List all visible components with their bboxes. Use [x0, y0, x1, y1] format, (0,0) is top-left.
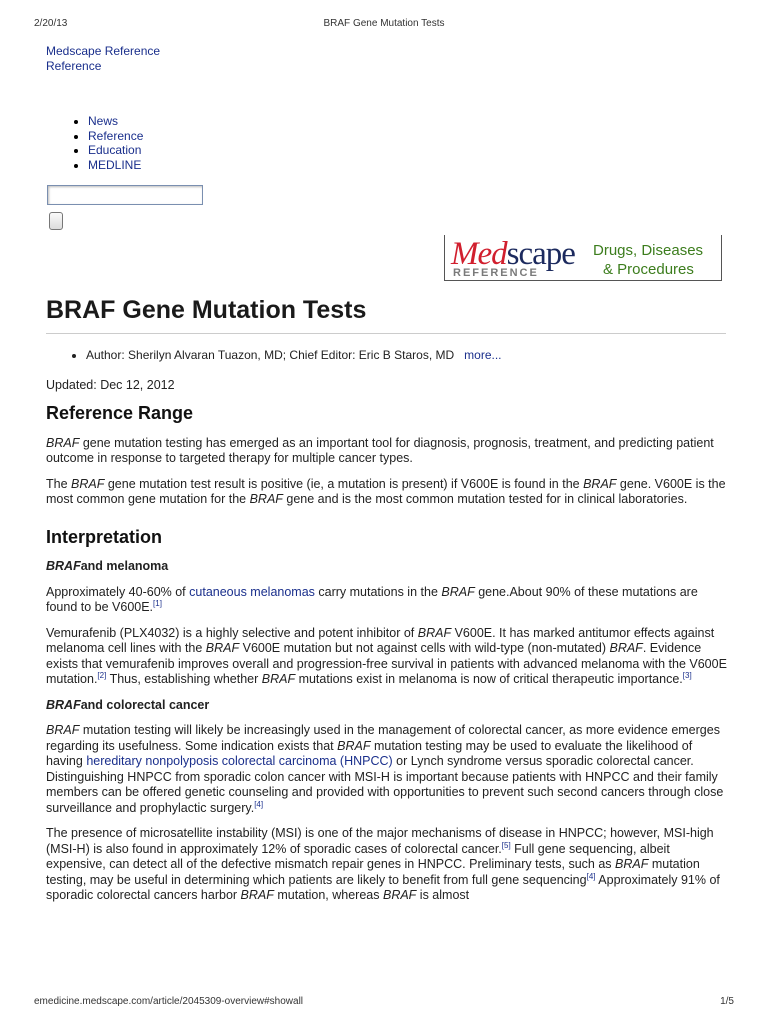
brand-link-medscape-reference[interactable]: Medscape Reference [46, 44, 161, 58]
search-input[interactable] [47, 185, 203, 205]
reference-link[interactable]: [4] [254, 799, 264, 809]
reference-link[interactable]: [5] [501, 840, 511, 850]
print-date: 2/20/13 [34, 18, 68, 29]
author-list [70, 348, 502, 362]
medscape-reference-logo[interactable] [444, 235, 722, 281]
paragraph: Approximately 40-60% of cutaneous melanomas carry mutations in the BRAF gene.About 90% of these mutations are found to be V600E.[1] [46, 584, 698, 614]
page-title: BRAF Gene Mutation Tests [46, 296, 726, 334]
section-heading-reference-range: Reference Range [46, 403, 194, 423]
nav-link-news[interactable]: News [88, 114, 119, 128]
reference-link[interactable]: [4] [586, 871, 596, 881]
paragraph: Vemurafenib (PLX4032) is a highly selective and potent inhibitor of BRAF V600E. It has marked antitumor effects against melanoma cell lines with the BRAF V600E mutation but not against cells with wild-type (non-mutated) BRAF. Evidence exists that vemurafenib improves overall and progression-free survival in patients with advanced melanoma with the V600E mutation.[2] Thus, establishing whether BRAF mutations exist in melanoma is now of critical therapeutic importance.[3] [46, 625, 727, 686]
author-item [86, 348, 502, 362]
nav-item-reference [88, 129, 143, 144]
article-body [46, 403, 730, 914]
site-brand [46, 44, 160, 74]
nav-link-medline[interactable]: MEDLINE [88, 157, 142, 172]
nav-link-reference[interactable]: Reference [88, 128, 144, 143]
paragraph: The BRAF gene mutation test result is positive (ie, a mutation is present) if V600E is found in the BRAF gene. V600E is the most common gene mutation for the BRAF gene and is the most common mutation tested for in clinical laboratories. [46, 476, 726, 506]
paragraph: BRAF mutation testing will likely be increasingly used in the management of colorectal cancer, as more evidence emerges regarding its usefulness. Some indication exists that BRAF mutation testing may be used to evaluate the likelihood of having hereditary nonpolyposis colorectal carcinoma (HNPCC) or Lynch syndrome versus sporadic colorectal cancer. Distinguishing HNPCC from sporadic colon cancer with MSI-H is important because patients with HNPCC and their family members can be offered genetic counseling and provided with opportunities to prevent such second cancers through close surveillance and prophylactic surgery.[4] [46, 723, 724, 815]
paragraph: BRAF gene mutation testing has emerged as an important tool for diagnosis, prognosis, treatment, and predicting patient outcome in response to targeted therapy for multiple cancer types. [46, 435, 714, 465]
section-heading-interpretation: Interpretation [46, 526, 163, 547]
search-button[interactable] [49, 212, 63, 230]
main-nav [70, 114, 143, 172]
more-authors-link[interactable]: more... [464, 348, 502, 362]
updated-date: Updated: Dec 12, 2012 [46, 378, 175, 392]
print-url: emedicine.medscape.com/article/2045309-overview#showall [34, 996, 304, 1007]
logo-subtitle: REFERENCE [453, 267, 539, 279]
reference-link[interactable]: [2] [97, 670, 107, 680]
link-cutaneous-melanomas[interactable]: cutaneous melanomas [189, 584, 315, 599]
logo-tagline: Drugs, Diseases & Procedures [593, 242, 704, 278]
print-title: BRAF Gene Mutation Tests [323, 18, 445, 29]
nav-link-education[interactable]: Education [88, 143, 142, 158]
author-text: Author: Sherilyn Alvaran Tuazon, MD; Chief Editor: Eric B Staros, MD [86, 348, 455, 362]
nav-item-news [88, 114, 143, 129]
link-hnpcc[interactable]: hereditary nonpolyposis colorectal carcinoma (HNPCC) [86, 754, 393, 768]
subheading-colorectal-cancer: BRAFand colorectal cancer [46, 697, 210, 712]
logo-wordmark: Medscape [451, 236, 575, 272]
print-page-number: 1/5 [720, 996, 734, 1007]
paragraph: The presence of microsatellite instability (MSI) is one of the major mechanisms of disease in HNPCC; however, MSI-high (MSI-H) is also found in approximately 12% of sporadic cases of colorectal cancer.[5] Full gene sequencing, albeit expensive, can detect all of the defective mismatch repair genes in HNPCC. Preliminary tests, such as BRAF mutation testing, may be useful in determining which patients are likely to benefit from full gene sequencing[4] Approximately 91% of sporadic colorectal cancers harbor BRAF mutation, whereas BRAF is almost [46, 826, 720, 902]
brand-link-reference[interactable]: Reference [46, 59, 102, 73]
nav-item-medline [88, 158, 143, 173]
nav-item-education [88, 143, 143, 158]
subheading-melanoma: BRAFand melanoma [46, 559, 169, 573]
reference-link[interactable]: [3] [682, 670, 692, 680]
reference-link[interactable]: [1] [153, 598, 162, 608]
